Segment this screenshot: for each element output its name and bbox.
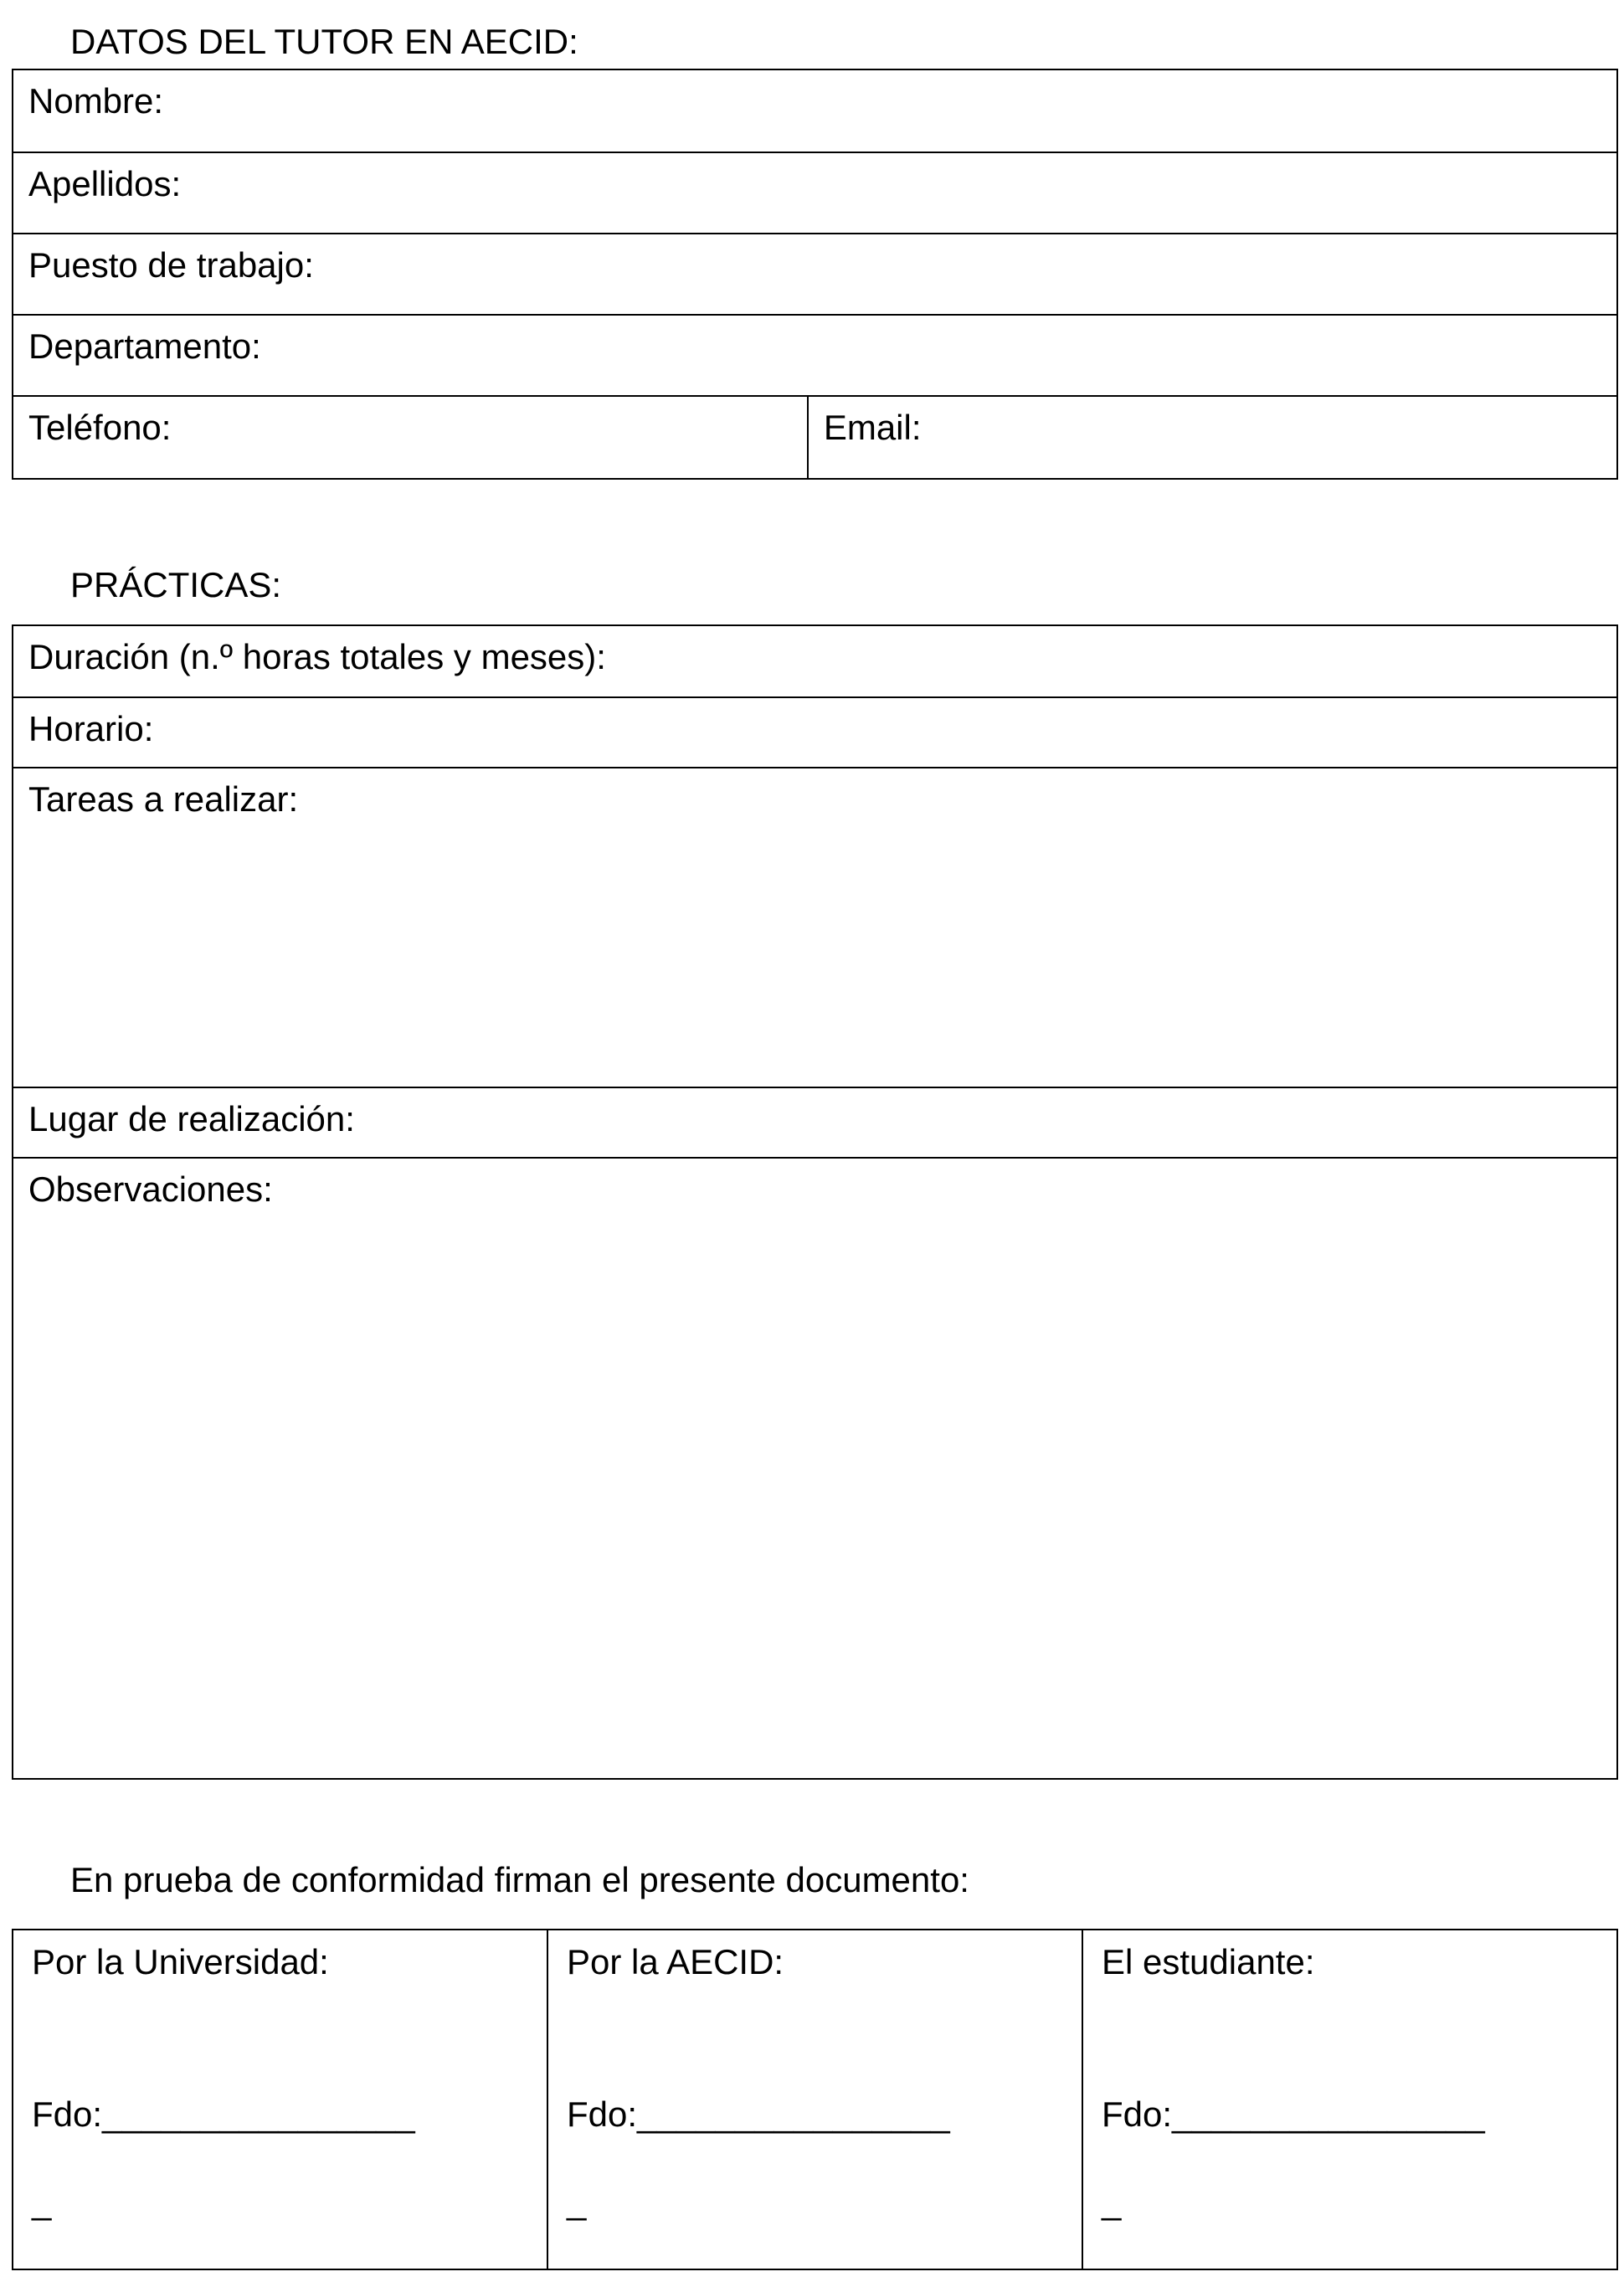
field-row-telefono-email — [13, 395, 1616, 478]
field-row-observaciones — [13, 1157, 1616, 1778]
aecid-fdo-line: Fdo:________________ — [567, 2094, 950, 2135]
observaciones-label: Observaciones: — [28, 1169, 273, 1209]
field-row-lugar — [13, 1087, 1616, 1157]
field-row-departamento — [13, 314, 1616, 395]
telefono-cell — [13, 397, 809, 478]
field-row-horario — [13, 696, 1616, 767]
signature-cell-estudiante — [1082, 1930, 1616, 2269]
nombre-label: Nombre: — [28, 81, 164, 121]
departamento-label: Departamento: — [28, 326, 261, 367]
field-row-apellidos — [13, 152, 1616, 233]
tutor-section-heading: DATOS DEL TUTOR EN AECID: — [70, 22, 578, 61]
practicas-table — [12, 624, 1618, 1780]
puesto-de-trabajo-label: Puesto de trabajo: — [28, 245, 314, 285]
lugar-label: Lugar de realización: — [28, 1098, 355, 1138]
estudiante-label: El estudiante: — [1102, 1941, 1315, 1981]
email-cell — [809, 397, 1616, 478]
field-row-nombre — [13, 70, 1616, 152]
aecid-label: Por la AECID: — [567, 1941, 784, 1981]
tutor-data-table — [12, 69, 1618, 480]
signature-cell-aecid — [547, 1930, 1082, 2269]
horario-label: Horario: — [28, 708, 154, 748]
universidad-label: Por la Universidad: — [32, 1941, 329, 1981]
tareas-label: Tareas a realizar: — [28, 779, 299, 819]
practicas-section-heading: PRÁCTICAS: — [70, 565, 282, 605]
universidad-fdo-line-overflow: _ — [32, 2182, 52, 2222]
telefono-label: Teléfono: — [28, 408, 172, 448]
apellidos-label: Apellidos: — [28, 164, 182, 204]
signature-intro-text: En prueba de conformidad firman el presente documento: — [70, 1859, 969, 1899]
email-label: Email: — [823, 408, 922, 448]
field-row-tareas — [13, 767, 1616, 1087]
universidad-fdo-line: Fdo:________________ — [32, 2094, 415, 2135]
signature-table — [12, 1929, 1618, 2270]
signature-cell-universidad — [13, 1930, 547, 2269]
field-row-duracion — [13, 626, 1616, 696]
duracion-label: Duración (n.º horas totales y meses): — [28, 636, 606, 676]
estudiante-fdo-line-overflow: _ — [1102, 2182, 1122, 2222]
aecid-fdo-line-overflow: _ — [567, 2182, 587, 2222]
field-row-puesto-de-trabajo — [13, 233, 1616, 314]
estudiante-fdo-line: Fdo:________________ — [1102, 2094, 1485, 2135]
